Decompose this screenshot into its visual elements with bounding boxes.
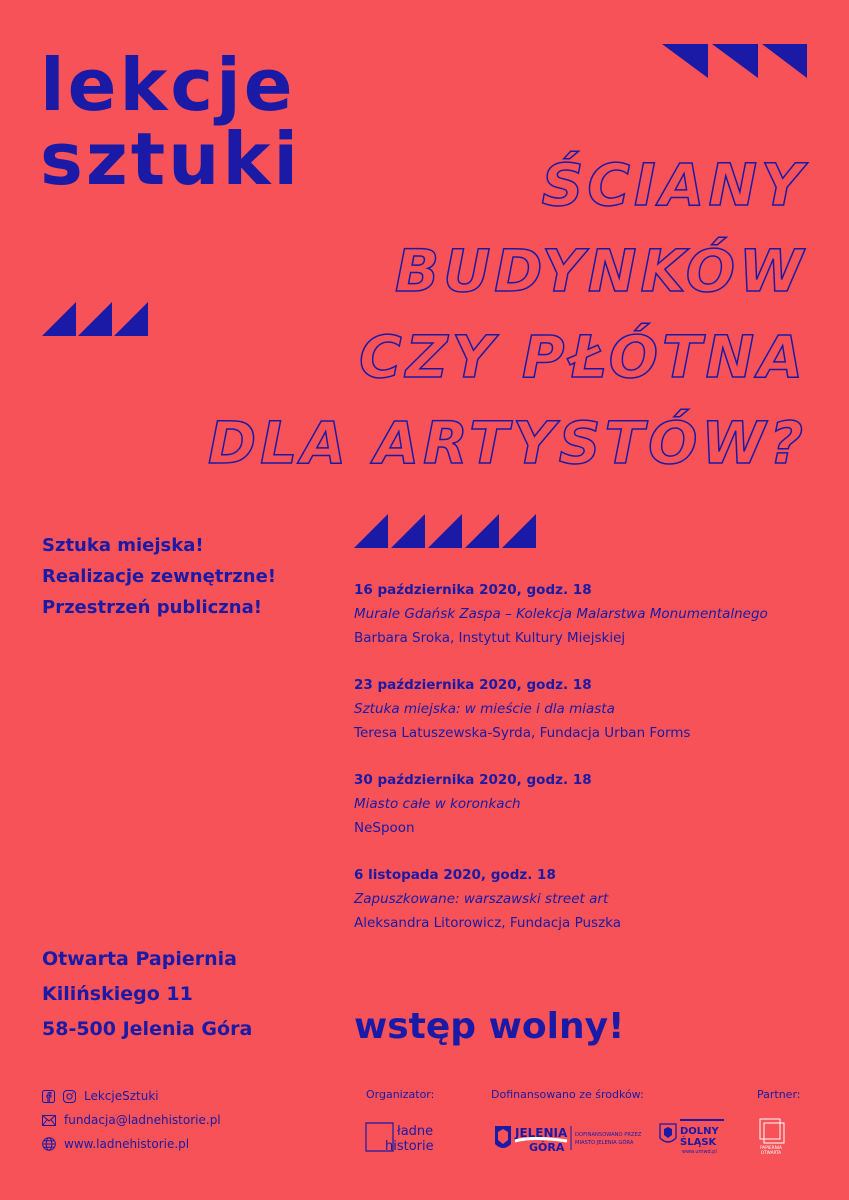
- tagline-line-2: Realizacje zewnętrzne!: [42, 566, 277, 587]
- funder-jelenia-gora-logo: [493, 1122, 643, 1154]
- contact-email-text: fundacja@ladnehistorie.pl: [64, 1113, 221, 1127]
- event-date: 16 października 2020, godz. 18: [354, 582, 592, 598]
- event-title: Sztuka miejska: w mieście i dla miasta: [354, 701, 615, 717]
- topic-line-3: CZY PŁÓTNA: [359, 323, 807, 391]
- instagram-icon: [63, 1090, 76, 1103]
- event-speaker: Teresa Latuszewska-Syrda, Fundacja Urban Forms: [354, 725, 691, 741]
- partner-label: Partner:: [757, 1088, 801, 1101]
- funder1-note1: DOFINANSOWANO PRZEZ: [575, 1132, 642, 1138]
- funding-label: Dofinansowano ze środków:: [491, 1088, 644, 1101]
- event-item: [354, 863, 824, 935]
- contacts: [42, 1084, 221, 1156]
- triangles-top-right: [662, 44, 807, 80]
- funder2-line2: ŚLĄSK: [680, 1137, 717, 1148]
- globe-icon: [42, 1137, 56, 1151]
- organizer-logo-line1: ładne: [397, 1124, 434, 1139]
- event-item: [354, 578, 824, 650]
- event-date: 23 października 2020, godz. 18: [354, 677, 592, 693]
- event-date: 6 listopada 2020, godz. 18: [354, 867, 556, 883]
- venue-name: Otwarta Papiernia: [42, 948, 237, 970]
- topic-line-2: BUDYNKÓW: [394, 237, 807, 305]
- event-speaker: Barbara Sroka, Instytut Kultury Miejskiej: [354, 630, 626, 646]
- facebook-icon: [42, 1090, 55, 1103]
- event-item: [354, 768, 824, 840]
- funder2-line1: DOLNY: [680, 1126, 719, 1137]
- event-item: [354, 673, 824, 745]
- contact-email[interactable]: [42, 1108, 221, 1132]
- event-date: 30 października 2020, godz. 18: [354, 772, 592, 788]
- contact-web-text: www.ladnehistorie.pl: [64, 1137, 190, 1151]
- tagline: [42, 530, 276, 623]
- triangles-events: [354, 514, 536, 548]
- admission-free: wstęp wolny!: [354, 1006, 625, 1047]
- venue-city: 58-500 Jelenia Góra: [42, 1018, 253, 1040]
- triangles-left: [42, 302, 148, 336]
- venue-street: Kilińskiego 11: [42, 983, 193, 1005]
- event-title: Zapuszkowane: warszawski street art: [354, 891, 609, 907]
- events-list: [354, 578, 824, 958]
- topic-heading: [208, 142, 807, 486]
- partner-logo: [755, 1114, 787, 1156]
- funder2-url: www.umwd.pl: [682, 1149, 717, 1155]
- event-speaker: NeSpoon: [354, 820, 415, 836]
- contact-web[interactable]: [42, 1132, 221, 1156]
- funder1-line2: GÓRA: [529, 1141, 565, 1154]
- tagline-line-3: Przestrzeń publiczna!: [42, 597, 262, 618]
- organizer-logo-line2: historie: [385, 1139, 434, 1153]
- topic-line-4: DLA ARTYSTÓW?: [208, 409, 807, 477]
- funder1-note2: MIASTO JELENIA GÓRA: [575, 1140, 634, 1146]
- event-speaker: Aleksandra Litorowicz, Fundacja Puszka: [354, 915, 622, 931]
- venue-address: [42, 942, 252, 1047]
- tagline-line-1: Sztuka miejska!: [42, 535, 204, 556]
- partner-logo-line1: PAPIERNIA: [760, 1145, 782, 1150]
- contact-social-text: LekcjeSztuki: [84, 1089, 159, 1103]
- organizer-logo: [365, 1121, 457, 1153]
- partner-logo-line2: OTWARTA: [760, 1150, 782, 1155]
- organizer-label: Organizator:: [366, 1088, 435, 1101]
- contact-social[interactable]: [42, 1084, 221, 1108]
- event-title: Miasto całe w koronkach: [354, 796, 521, 812]
- series-title-line1: lekcje: [40, 43, 296, 127]
- series-title-line2: sztuki: [40, 117, 301, 201]
- funder-dolny-slask-logo: [658, 1118, 726, 1156]
- event-title: Murale Gdańsk Zaspa – Kolekcja Malarstwa Monumentalnego: [354, 606, 768, 622]
- mail-icon: [42, 1115, 56, 1126]
- topic-line-1: ŚCIANY: [541, 151, 807, 219]
- funder1-line1: JELENIA: [515, 1126, 568, 1140]
